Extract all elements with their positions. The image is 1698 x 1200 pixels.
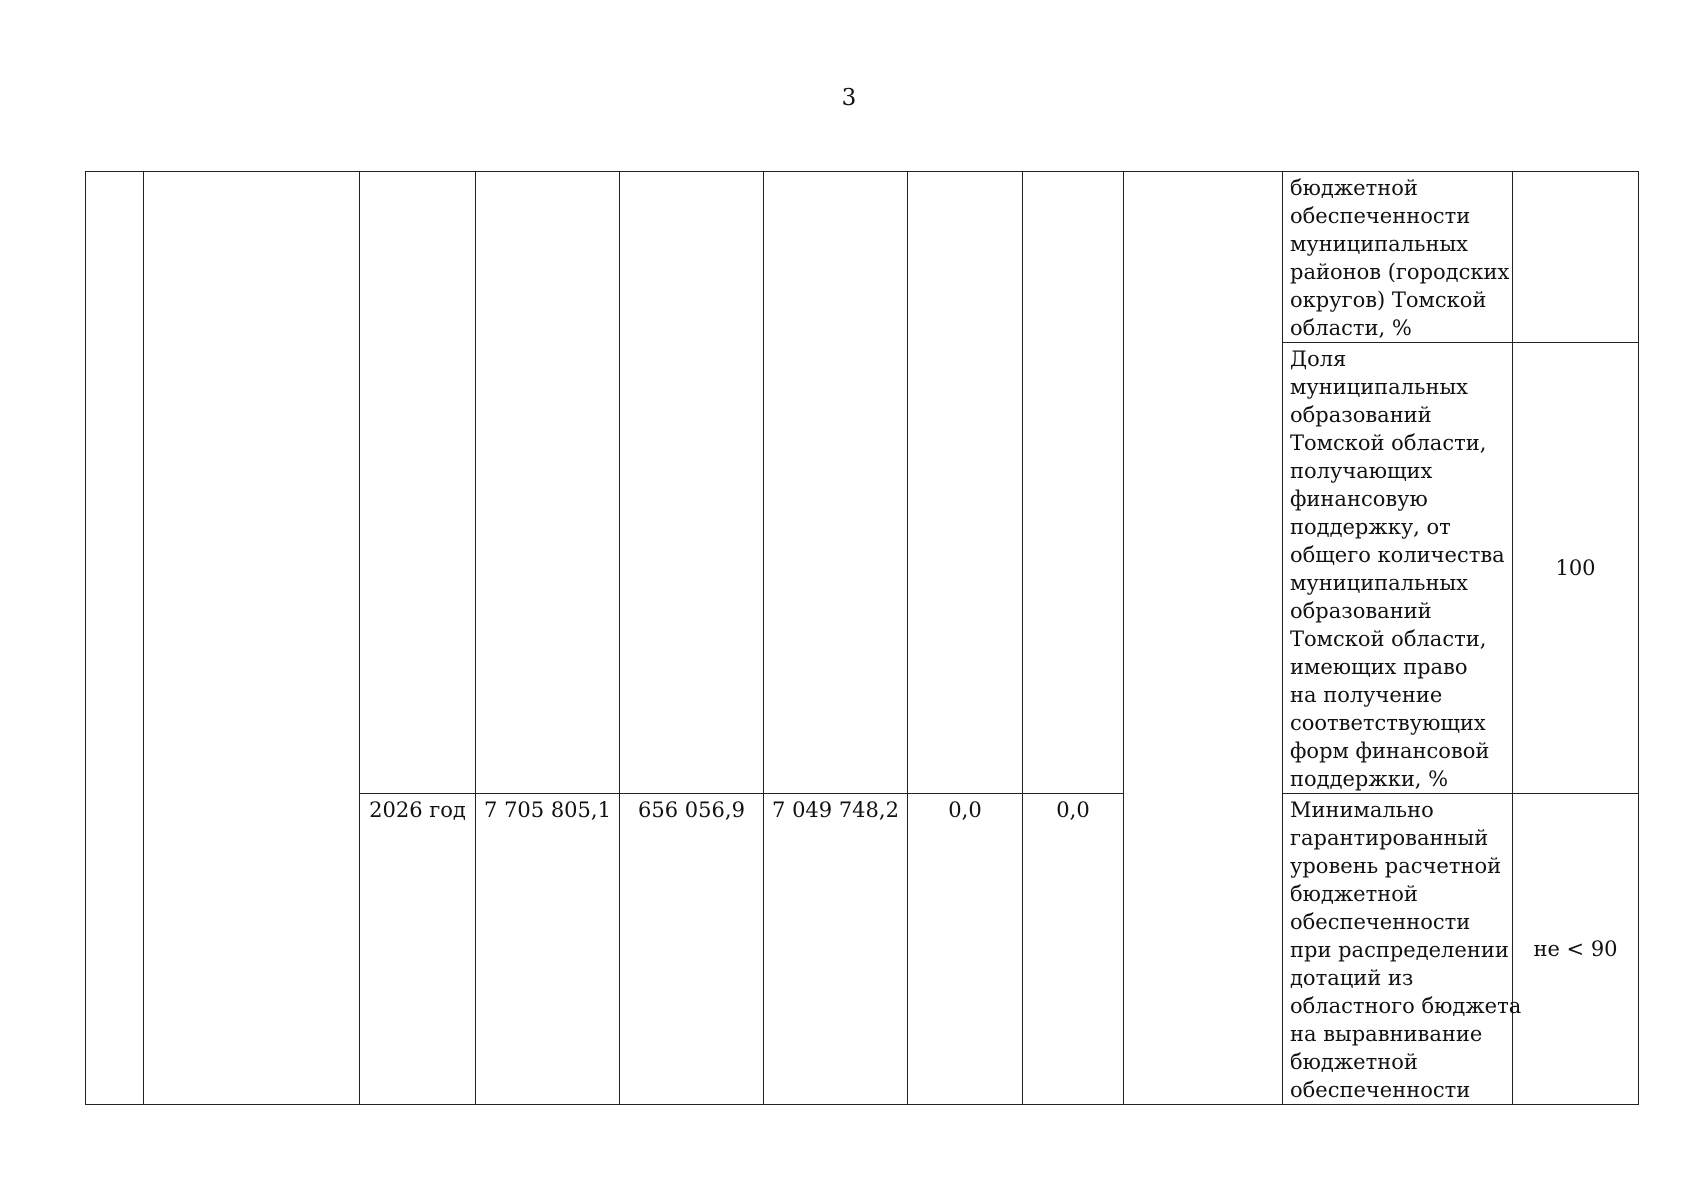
indicator-line: Томской области, [1290,431,1487,455]
total-cell: 7 705 805,1 [476,794,620,1105]
col-number-cell [86,172,144,1105]
indicator-line: общего количества [1290,543,1505,567]
prev-year-cell [360,172,476,794]
indicator-line: на получение [1290,683,1443,707]
indicator-line: имеющих право [1290,655,1468,679]
indicator-line: областного бюджета [1290,994,1522,1018]
indicator-value-cell: 100 [1513,343,1639,794]
federal-cell: 656 056,9 [620,794,764,1105]
regional-cell: 7 049 748,2 [764,794,908,1105]
indicator-line: на выравнивание [1290,1022,1483,1046]
indicator-line: обеспеченности [1290,1078,1471,1102]
col-name-cell [144,172,360,1105]
indicator-line: обеспеченности [1290,204,1471,228]
budget-table [85,171,1639,1105]
prev-federal-cell [620,172,764,794]
indicator-line: уровень расчетной [1290,854,1502,878]
indicator-line: муниципальных [1290,375,1469,399]
indicator-line: получающих [1290,459,1433,483]
indicator-line: соответствующих [1290,711,1486,735]
indicator-line: Доля [1290,347,1347,371]
indicator-line: гарантированный [1290,826,1489,850]
indicator-line: бюджетной [1290,176,1418,200]
prev-total-cell [476,172,620,794]
indicator-line: поддержку, от [1290,515,1451,539]
other-cell: 0,0 [1023,794,1124,1105]
indicator-line: области, % [1290,316,1412,340]
indicator-line: муниципальных [1290,232,1469,256]
indicator-line: при распределении [1290,938,1509,962]
indicator-line: Томской области, [1290,627,1487,651]
local-cell: 0,0 [908,794,1023,1105]
indicator-line: поддержки, % [1290,767,1449,791]
indicator-line: районов (городских [1290,260,1510,284]
indicator-value-cell: не < 90 [1513,794,1639,1105]
indicator-line: образований [1290,403,1432,427]
executor-cell [1124,172,1283,1105]
indicator-line: финансовую [1290,487,1428,511]
indicator-line: бюджетной [1290,1050,1418,1074]
prev-other-cell [1023,172,1124,794]
page-number: 3 [841,85,857,111]
indicator-line: Минимально [1290,798,1434,822]
prev-local-cell [908,172,1023,794]
indicator-line: форм финансовой [1290,739,1490,763]
indicator-line: дотаций из [1290,966,1414,990]
prev-regional-cell [764,172,908,794]
indicator-line: муниципальных [1290,571,1469,595]
indicator-line: обеспеченности [1290,910,1471,934]
indicator-line: бюджетной [1290,882,1418,906]
indicator-value-cell [1513,172,1639,343]
indicator-line: образований [1290,599,1432,623]
indicator-line: округов) Томской [1290,288,1487,312]
year-cell: 2026 год [360,794,476,1105]
indicator-text-cell [1283,794,1522,1105]
indicator-text-cell [1283,172,1513,343]
indicator-text-cell [1283,343,1513,794]
